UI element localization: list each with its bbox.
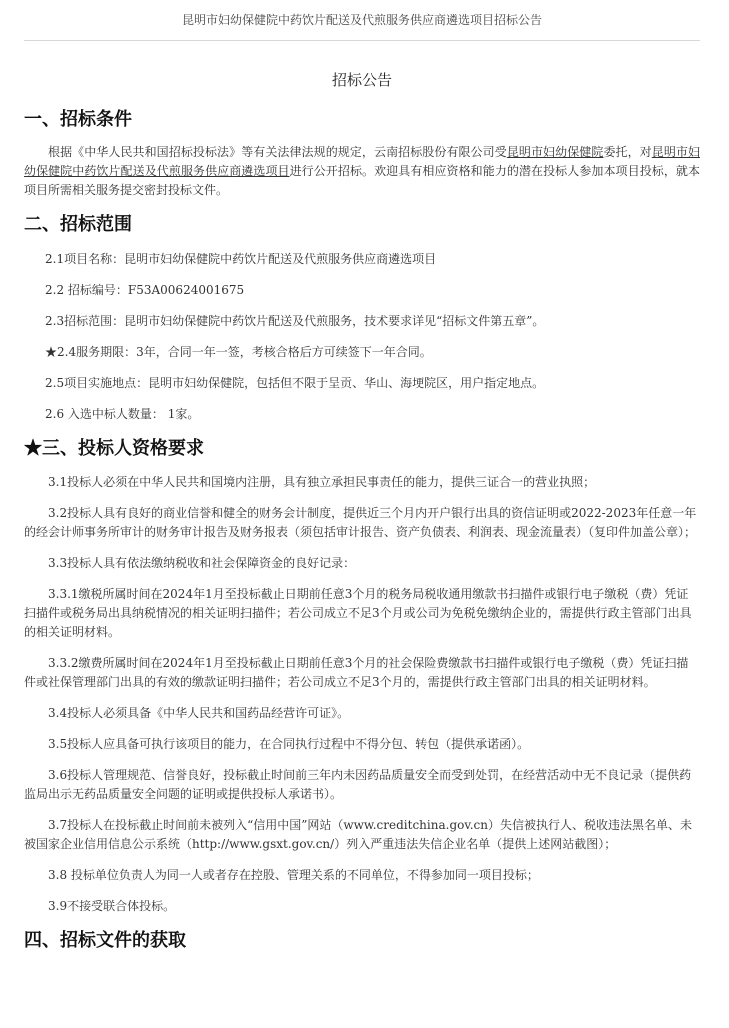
scope-item: 2.1项目名称：昆明市妇幼保健院中药饮片配送及代煎服务供应商遴选项目	[45, 252, 437, 266]
notice-title: 招标公告	[331, 71, 392, 89]
qualification-item: 3.3投标人具有依法缴纳税收和社会保障资金的良好记录：	[48, 556, 356, 570]
qualification-item: 3.9不接受联合体投标。	[48, 899, 176, 913]
scope-item: 2.3招标范围：昆明市妇幼保健院中药饮片配送及代煎服务，技术要求详见“招标文件第五章”。	[45, 314, 545, 328]
qualification-item: 3.2投标人具有良好的商业信誉和健全的财务会计制度，提供近三个月内开户银行出具的资信证明或2022-2023年任意一年的经会计师事务所审计的财务审计报告及财务报表（须包括审计报告、资产负债表、利润表、现金流量表）（复印件加盖公章）；	[24, 506, 697, 539]
bidding-conditions-paragraph	[24, 143, 700, 200]
qualification-item: 3.7投标人在投标截止时间前未被列入“信用中国”网站（www.creditchina.gov.cn）失信被执行人、税收违法黑名单、未被国家企业信用信息公示系统（http://www.gsxt.gov.cn/）列入严重违法失信企业名单（提供上述网站截图）；	[24, 818, 692, 851]
qualification-item: 3.8 投标单位负责人为同一人或者存在控股、管理关系的不同单位，不得参加同一项目投标；	[48, 868, 539, 882]
section-heading-bidding-scope: 二、招标范围	[24, 214, 132, 235]
qualification-item: 3.6投标人管理规范、信誉良好，投标截止时间前三年内未因药品质量安全而受到处罚，在经营活动中无不良记录（提供药监局出示无药品质量安全问题的证明或提供投标人承诺书）。	[24, 768, 692, 801]
section-heading-bidder-qualifications: ★三、投标人资格要求	[24, 438, 204, 459]
section-heading-bidding-conditions: 一、招标条件	[24, 109, 132, 130]
scope-item: ★2.4服务期限：3年，合同一年一签，考核合格后方可续签下一年合同。	[45, 345, 432, 359]
document-header-title: 昆明市妇幼保健院中药饮片配送及代煎服务供应商遴选项目招标公告	[24, 0, 700, 41]
scope-item: 2.6 入选中标人数量： 1家。	[45, 407, 200, 421]
paragraph-text-before: 根据《中华人民共和国招标投标法》等有关法律法规的规定，云南招标股份有限公司受	[48, 145, 507, 159]
scope-item: 2.5项目实施地点：昆明市妇幼保健院，包括但不限于呈贡、华山、海埂院区，用户指定地点。	[45, 376, 545, 390]
section-heading-document-acquisition: 四、招标文件的获取	[24, 930, 186, 951]
scope-item: 2.2 招标编号：F53A00624001675	[45, 283, 245, 297]
qualification-item: 3.5投标人应具备可执行该项目的能力，在合同执行过程中不得分包、转包（提供承诺函）。	[48, 737, 530, 751]
paragraph-text-mid: 委托，对	[603, 145, 652, 159]
paragraph-text-after: 进行公开招标。欢迎具有相应资格和能力的潜在投标人参加本项目投标，就本项目所需相关服务提交密封投标文件。	[24, 164, 700, 197]
document-page	[24, 0, 700, 956]
tenderer-link[interactable]: 昆明市妇幼保健院	[506, 145, 604, 159]
project-link[interactable]: 昆明市妇幼保健院中药饮片配送及代煎服务供应商遴选项目	[24, 145, 700, 178]
qualification-item: 3.3.2缴费所属时间在2024年1月至投标截止日期前任意3个月的社会保险费缴款书扫描件或银行电子缴税（费）凭证扫描件或社保管理部门出具的有效的缴款证明扫描件；若公司成立不足3个月的，需提供行政主管部门出具的相关证明材料。	[24, 656, 689, 689]
qualification-item: 3.3.1缴税所属时间在2024年1月至投标截止日期前任意3个月的税务局税收通用缴款书扫描件或银行电子缴税（费）凭证扫描件或税务局出具纳税情况的相关证明扫描件；若公司成立不足3个月或公司为免税免缴纳企业的，需提供行政主管部门出具的相关证明材料。	[24, 587, 692, 639]
qualification-item: 3.4投标人必须具备《中华人民共和国药品经营许可证》。	[48, 706, 350, 720]
qualification-item: 3.1投标人必须在中华人民共和国境内注册，具有独立承担民事责任的能力，提供三证合一的营业执照；	[48, 475, 596, 489]
